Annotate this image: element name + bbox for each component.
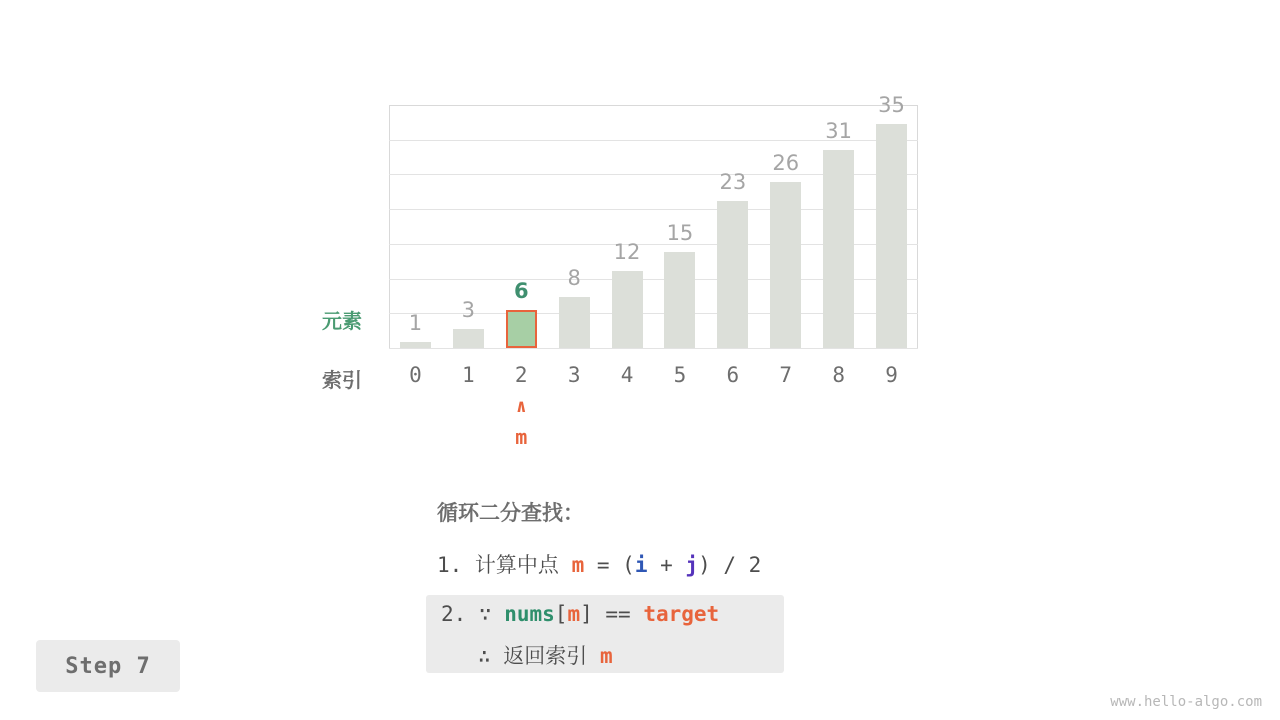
step1-var-i: i	[634, 553, 648, 577]
step2b-prefix: ∴ 返回索引	[478, 644, 600, 668]
step-line-2b	[478, 640, 613, 670]
index-label: 6	[726, 363, 740, 387]
bar-value-label: 35	[878, 93, 905, 118]
bar-value-label: 23	[719, 169, 747, 194]
chart-gridline	[389, 348, 918, 349]
step2-target: target	[643, 602, 720, 626]
step1-prefix: 1. 计算中点	[437, 553, 572, 577]
index-label: 9	[885, 363, 898, 387]
index-label: 2	[514, 363, 528, 387]
step2-var-m: m	[567, 602, 581, 626]
chart-axis-right	[917, 105, 918, 348]
index-label: 5	[673, 363, 687, 387]
step2-eq: ==	[592, 602, 644, 626]
step2b-var-m: m	[599, 644, 613, 668]
step1-tail: ) / 2	[698, 553, 762, 577]
index-label: 7	[779, 363, 793, 387]
pointer-caret-m: ∧	[515, 396, 527, 417]
step1-plus: +	[647, 553, 686, 577]
bar	[717, 201, 748, 348]
pointer-label-m: m	[515, 425, 528, 449]
bar	[770, 182, 801, 348]
bar-value-label: 8	[567, 265, 581, 290]
index-label: 0	[409, 363, 422, 387]
step2-prefix: 2. ∵	[441, 602, 505, 626]
bar	[823, 150, 854, 348]
chart-gridline	[389, 105, 918, 106]
row-title-element: 元素	[322, 309, 362, 333]
bar-value-label: 15	[666, 221, 694, 246]
bar-value-label: 12	[613, 240, 641, 265]
index-label: 1	[462, 363, 475, 387]
step1-eq: = (	[584, 553, 635, 577]
index-label: 3	[567, 363, 581, 387]
index-label: 8	[832, 363, 845, 387]
row-title-index: 索引	[322, 368, 362, 392]
bar	[400, 342, 431, 348]
index-label: 4	[620, 363, 634, 387]
step2-bracket-close: ]	[580, 602, 593, 626]
bar-value-label: 26	[772, 150, 800, 175]
step-badge: Step 7	[36, 640, 180, 692]
step2-bracket-open: [	[554, 602, 568, 626]
bar	[559, 297, 590, 348]
bar-value-label: 6	[513, 278, 529, 303]
bar	[453, 329, 484, 348]
bar	[664, 252, 695, 348]
bar-value-label: 1	[408, 310, 423, 335]
bar	[612, 271, 643, 348]
step2-nums: nums	[504, 602, 555, 626]
watermark: www.hello-algo.com	[1110, 694, 1262, 710]
caption-text: 循环二分查找：	[437, 501, 584, 525]
step1-var-m: m	[571, 553, 585, 577]
bar-value-label: 31	[825, 118, 852, 143]
bar	[876, 124, 907, 348]
step-line-1	[437, 549, 761, 579]
bar-value-label: 3	[461, 297, 476, 322]
step-line-2a	[441, 602, 719, 626]
step1-var-j: j	[685, 553, 699, 577]
bar	[506, 310, 537, 348]
